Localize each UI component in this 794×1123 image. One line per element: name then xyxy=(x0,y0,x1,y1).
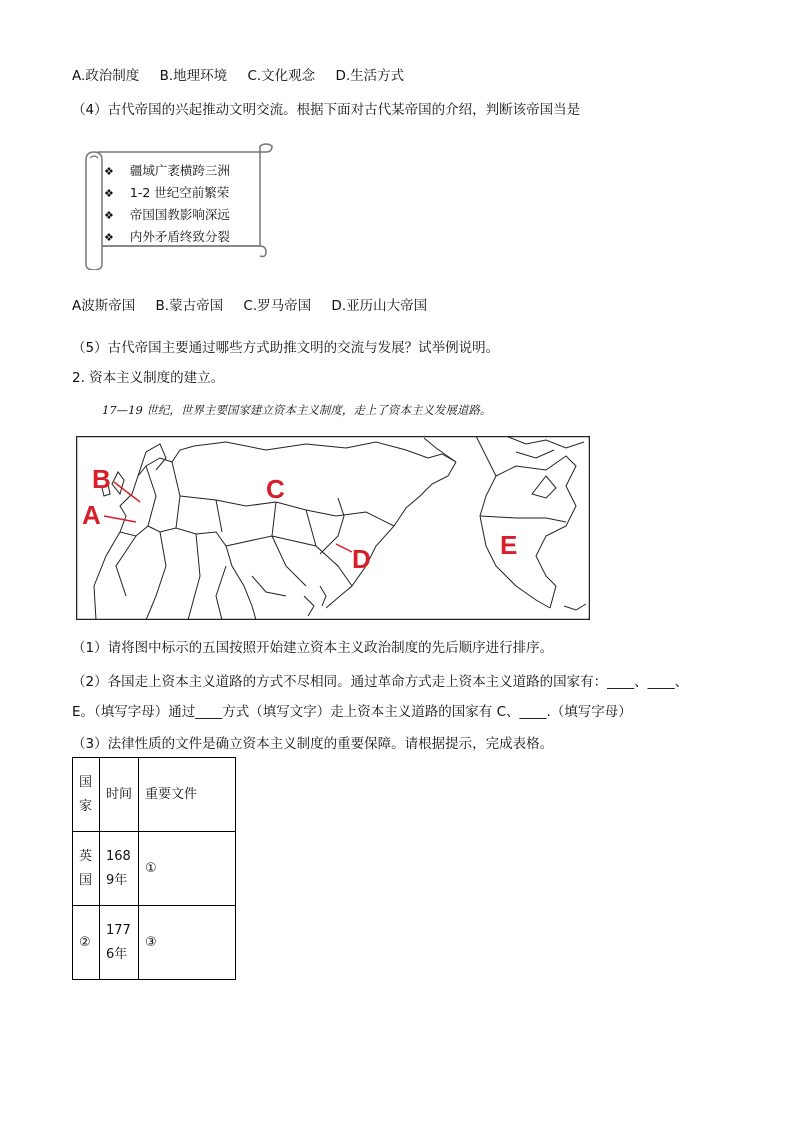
cell-time: 1776年 xyxy=(100,906,139,980)
map-label-e: E xyxy=(500,530,518,560)
table-row xyxy=(73,758,236,832)
map-label-a: A xyxy=(82,500,101,530)
scroll-list xyxy=(104,160,230,248)
section-2-intro: 17—19 世纪，世界主要国家建立资本主义制度，走上了资本主义发展道路。 xyxy=(102,403,492,417)
table-row xyxy=(73,906,236,980)
option-a: A波斯帝国 xyxy=(72,298,136,314)
world-map xyxy=(76,436,590,620)
table-row xyxy=(73,832,236,906)
question-5: （5）古代帝国主要通过哪些方式助推文明的交流与发展？试举例说明。 xyxy=(72,340,500,356)
header-time: 时间 xyxy=(100,758,139,832)
map-label-c: C xyxy=(266,474,285,504)
section-2-title: 2. 资本主义制度的建立。 xyxy=(72,370,225,386)
options-line-q4 xyxy=(72,296,443,316)
question-4: （4）古代帝国的兴起推动文明交流。根据下面对古代某帝国的介绍，判断该帝国当是 xyxy=(72,102,581,118)
question-2-3: （3）法律性质的文件是确立资本主义制度的重要保障。请根据提示，完成表格。 xyxy=(72,736,554,752)
map-label-b: B xyxy=(92,464,111,494)
question-2-2-line2: E。（填写字母）通过____方式（填写文字）走上资本主义道路的国家有 C、____.（填写字母） xyxy=(72,704,632,720)
option-d: D.生活方式 xyxy=(335,68,405,84)
cell-doc: ① xyxy=(139,832,236,906)
option-c: C.罗马帝国 xyxy=(243,298,312,314)
option-a: A.政治制度 xyxy=(72,68,140,84)
option-d: D.亚历山大帝国 xyxy=(331,298,428,314)
header-country: 国家 xyxy=(73,758,100,832)
cell-doc: ③ xyxy=(139,906,236,980)
cell-time: 1689年 xyxy=(100,832,139,906)
option-b: B.蒙古帝国 xyxy=(155,298,224,314)
question-2-2-line1: （2）各国走上资本主义道路的方式不尽相同。通过革命方式走上资本主义道路的国家有：____、____、 xyxy=(72,674,689,690)
option-c: C.文化观念 xyxy=(247,68,316,84)
documents-table xyxy=(72,757,236,980)
map-label-d: D xyxy=(352,544,371,574)
list-item: ❖ 1-2 世纪空前繁荣 xyxy=(104,182,230,204)
cell-country: ② xyxy=(73,906,100,980)
header-doc: 重要文件 xyxy=(139,758,236,832)
options-line-1 xyxy=(72,66,420,86)
option-b: B.地理环境 xyxy=(159,68,228,84)
list-item: ❖ 内外矛盾终致分裂 xyxy=(104,226,230,248)
list-item: ❖ 疆域广袤横跨三洲 xyxy=(104,160,230,182)
question-2-1: （1）请将图中标示的五国按照开始建立资本主义政治制度的先后顺序进行排序。 xyxy=(72,640,554,656)
list-item: ❖ 帝国国教影响深远 xyxy=(104,204,230,226)
cell-country: 英国 xyxy=(73,832,100,906)
